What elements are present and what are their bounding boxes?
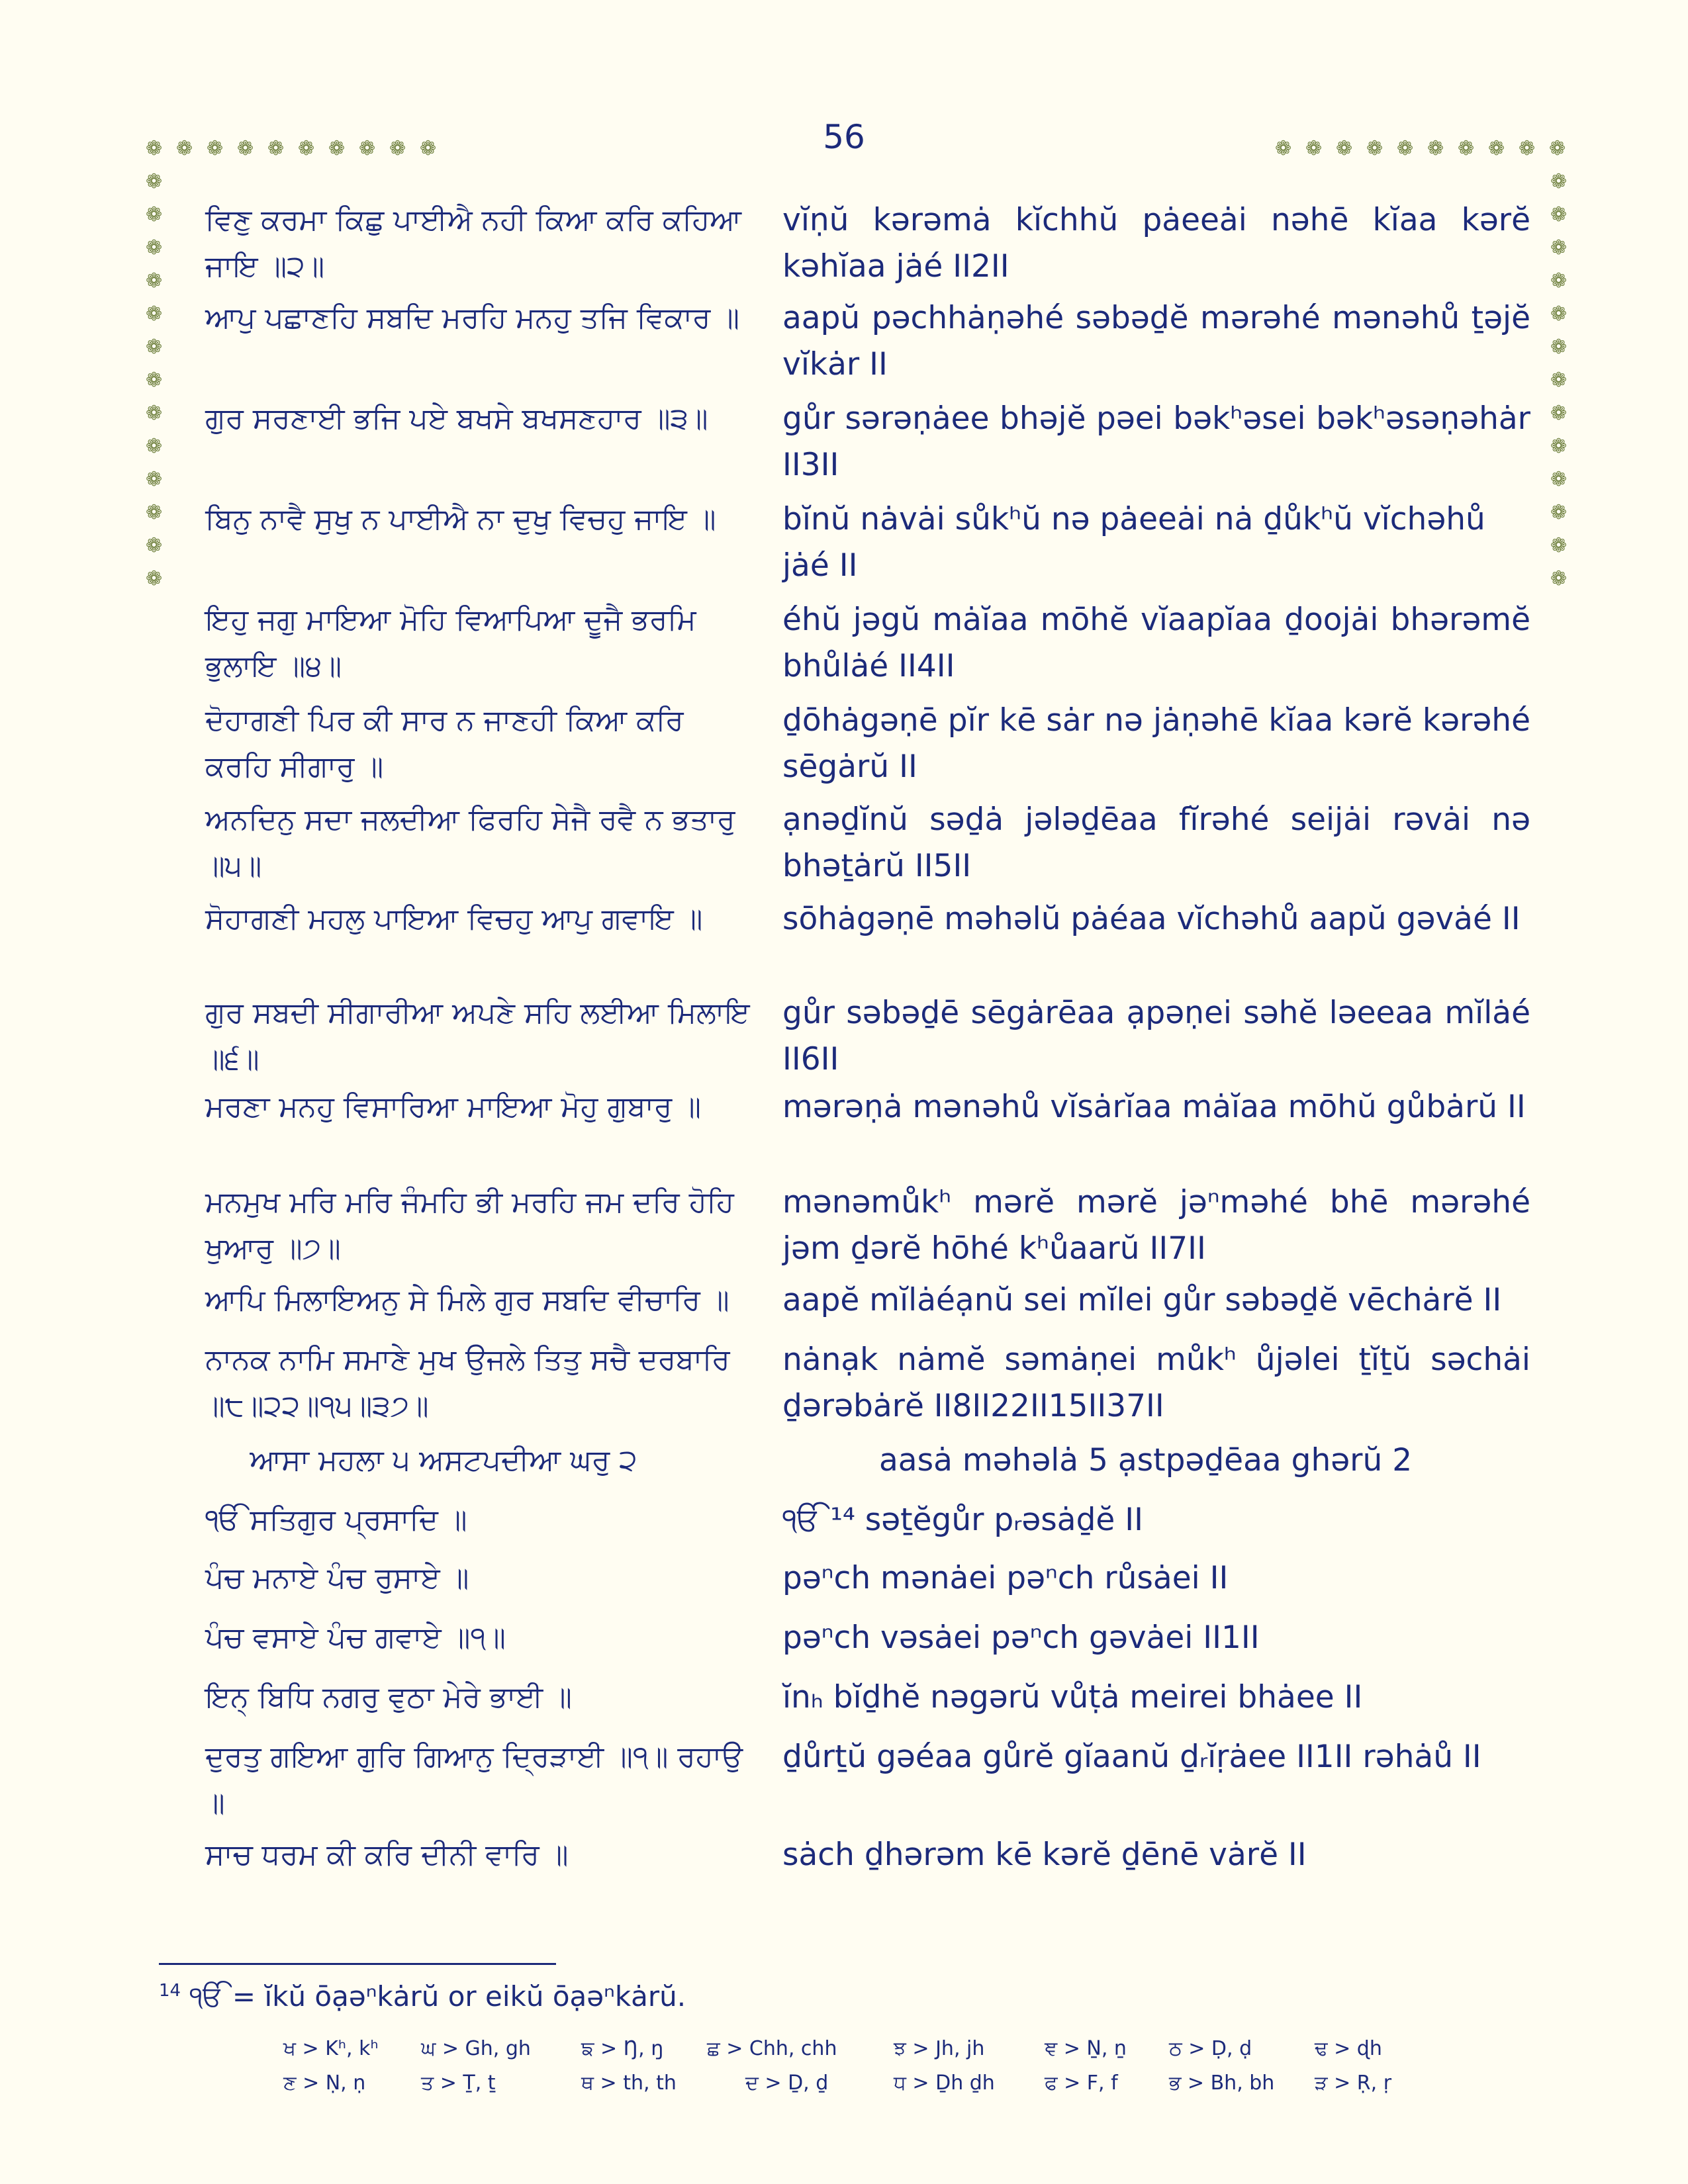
flower-ornament-icon: ❁ (1550, 534, 1568, 557)
flower-ornament-icon: ❁ (146, 468, 163, 491)
flower-ornament-icon: ❁ (146, 137, 163, 160)
gurmukhi-text: ਦੋਹਾਗਣੀ ਪਿਰ ਕੀ ਸਾਰ ਨ ਜਾਣਹੀ ਕਿਆ ਕਰਿ ਕਰਹਿ ਸੀਗਾਰੁ ॥ (205, 704, 684, 784)
key-item: ਘ > Gh, gh (421, 2037, 531, 2060)
flower-ornament-icon: ❁ (146, 534, 163, 557)
flower-ornament-icon: ❁ (146, 501, 163, 524)
flower-ornament-icon: ❁ (1458, 137, 1475, 160)
transliteration-text: sȧch ḏhərəm kē kərĕ ḏēnē vȧrĕ II (782, 1837, 1307, 1873)
flower-ornament-icon: ❁ (1550, 170, 1568, 193)
transliteration-text: aapĕ mĭlȧéạnŭ sei mĭlei gůr səbəḏĕ vēchȧrĕ II (782, 1282, 1502, 1318)
page-number: 56 (823, 118, 865, 156)
gurmukhi-text: ਵਿਣੁ ਕਰਮਾ ਕਿਛੁ ਪਾਈਐ ਨਹੀ ਕਿਆ ਕਰਿ ਕਹਿਆ ਜਾਇ ॥੨॥ (205, 203, 741, 283)
footnote-divider (159, 1963, 556, 1965)
flower-ornament-icon: ❁ (237, 137, 254, 160)
gurmukhi-text: ਮਰਣਾ ਮਨਹੁ ਵਿਸਾਰਿਆ ਮਾਇਆ ਮੋਹੁ ਗੁਬਾਰੁ ॥ (205, 1090, 701, 1124)
flower-ornament-icon: ❁ (1549, 137, 1566, 160)
flower-ornament-icon: ❁ (1550, 468, 1568, 491)
flower-ornament-icon: ❁ (389, 137, 406, 160)
key-item: ਤ > Ṯ, ṯ (421, 2071, 496, 2095)
transliteration-text: ੴ ¹⁴ səṯĕgůr pᵣəsȧḏĕ II (782, 1502, 1144, 1538)
flower-ornament-icon: ❁ (1550, 435, 1568, 458)
flower-ornament-icon: ❁ (1550, 269, 1568, 293)
gurmukhi-text: ੴ ਸਤਿਗੁਰ ਪ੍ਰਸਾਦਿ ॥ (205, 1503, 467, 1537)
transliteration-text: aapŭ pəchhȧṇəhé səbəḏĕ mərəhé mənəhů ṯəjĕ vĭkȧr II (782, 300, 1530, 383)
flower-ornament-icon: ❁ (146, 203, 163, 226)
key-item: ਠ > Ḍ, ḍ (1169, 2037, 1252, 2060)
flower-ornament-icon: ❁ (1550, 302, 1568, 326)
key-item: ਥ > th, th (581, 2071, 677, 2095)
gurmukhi-text: ਨਾਨਕ ਨਾਮਿ ਸਮਾਣੇ ਮੁਖ ਉਜਲੇ ਤਿਤੁ ਸਚੈ ਦਰਬਾਰਿ ॥੮॥੨੨॥੧੫॥੩੭॥ (205, 1343, 730, 1423)
gurmukhi-text: ਅਨਦਿਨੁ ਸਦਾ ਜਲਦੀਆ ਫਿਰਹਿ ਸੇਜੈ ਰਵੈ ਨ ਭਤਾਰੁ ॥੫॥ (205, 803, 735, 883)
gurmukhi-text: ਗੁਰ ਸਬਦੀ ਸੀਗਾਰੀਆ ਅਪਣੇ ਸਹਿ ਲਈਆ ਮਿਲਾਇ ॥੬॥ (205, 996, 750, 1076)
flower-ornament-icon: ❁ (1550, 369, 1568, 392)
gurmukhi-text: ਸਾਚ ਧਰਮ ਕੀ ਕਰਿ ਦੀਨੀ ਵਾਰਿ ॥ (205, 1838, 569, 1872)
flower-ornament-icon: ❁ (359, 137, 376, 160)
gurmukhi-text: ਮਨਮੁਖ ਮਰਿ ਮਰਿ ਜੰਮਹਿ ਭੀ ਮਰਹਿ ਜਮ ਦਰਿ ਹੋਹਿ ਖੁਆਰੁ ॥੭॥ (205, 1185, 734, 1265)
flower-ornament-icon: ❁ (1550, 236, 1568, 259)
flower-ornament-icon: ❁ (420, 137, 437, 160)
transliteration-text: bĭnŭ nȧvȧi sůkʰŭ nə pȧeeȧi nȧ ḏůkʰŭ vĭchəhů jȧé II (782, 501, 1485, 584)
flower-ornament-icon: ❁ (146, 170, 163, 193)
flower-ornament-icon: ❁ (146, 336, 163, 359)
key-item: ਣ > Ṇ, ṇ (283, 2071, 366, 2095)
flower-ornament-icon: ❁ (1275, 137, 1292, 160)
transliteration-text: ạnəḏĭnŭ səḏȧ jələḏēaa fĭrəhé seijȧi rəvȧi nə bhəṯȧrŭ II5II (782, 801, 1530, 884)
gurmukhi-text: ਦੁਰਤੁ ਗਇਆ ਗੁਰਿ ਗਿਆਨੁ ਦ੍ਰਿੜਾਈ ॥੧॥ ਰਹਾਉ ॥ (205, 1740, 743, 1820)
transliteration-text: mənəmůkʰ mərĕ mərĕ jəⁿməhé bhē mərəhé jəm ḏərĕ hōhé kʰůaarŭ II7II (782, 1184, 1530, 1267)
flower-ornament-icon: ❁ (1397, 137, 1414, 160)
flower-ornament-icon: ❁ (146, 402, 163, 425)
gurmukhi-text: ਇਨ੍ ਬਿਧਿ ਨਗਰੁ ਵੁਠਾ ਮੇਰੇ ਭਾਈ ॥ (205, 1680, 572, 1714)
transliteration-text: sōhȧgəṇē məhəlŭ pȧéaa vĭchəhů aapŭ gəvȧé II (782, 901, 1521, 937)
flower-ornament-icon: ❁ (1550, 402, 1568, 425)
gurmukhi-text: ਆਪਿ ਮਿਲਾਇਅਨੁ ਸੇ ਮਿਲੇ ਗੁਰ ਸਬਦਿ ਵੀਚਾਰਿ ॥ (205, 1283, 729, 1317)
flower-ornament-icon: ❁ (328, 137, 346, 160)
flower-ornament-icon: ❁ (1550, 501, 1568, 524)
transliteration-text: ḏůrṯŭ gəéaa gůrĕ gĭaanŭ ḏᵣĭṛȧee II1II rəhȧů II (782, 1739, 1481, 1775)
key-item: ਧ > Ḏh ḏh (894, 2071, 995, 2095)
key-item: ਞ > Ṉ, ṉ (1045, 2037, 1127, 2060)
gurmukhi-text: ਪੰਚ ਮਨਾਏ ਪੰਚ ਰੁਸਾਏ ॥ (205, 1561, 469, 1595)
gurmukhi-text: ਆਪੁ ਪਛਾਣਹਿ ਸਬਦਿ ਮਰਹਿ ਮਨਹੁ ਤਜਿ ਵਿਕਾਰ ॥ (205, 301, 740, 335)
key-item: ਙ > Ŋ, ŋ (581, 2037, 664, 2060)
gurmukhi-text: ਪੰਚ ਵਸਾਏ ਪੰਚ ਗਵਾਏ ॥੧॥ (205, 1621, 506, 1655)
footnote-number: 14 (159, 1981, 181, 2001)
transliteration-text: gůr sərəṇȧee bhəjĕ pəei bəkʰəsei bəkʰəsəṇəhȧr II3II (782, 400, 1530, 483)
gurmukhi-heading: ਆਸਾ ਮਹਲਾ ੫ ਅਸਟਪਦੀਆ ਘਰੁ ੨ (250, 1443, 637, 1477)
flower-ornament-icon: ❁ (298, 137, 315, 160)
transliteration-heading: aasȧ məhəlȧ 5 ạstpəḏēaa ghərŭ 2 (879, 1442, 1413, 1479)
key-item: ਫ > F, f (1045, 2071, 1118, 2095)
key-item: ਝ > Jh, jh (894, 2037, 985, 2060)
transliteration-text: vĭṇŭ kərəmȧ kĭchhŭ pȧeeȧi nəhē kĭaa kərĕ kəhĭaa jȧé II2II (782, 202, 1530, 285)
flower-ornament-icon: ❁ (1366, 137, 1383, 160)
transliteration-text: ḏōhȧgəṇē pĭr kē sȧr nə jȧṇəhē kĭaa kərĕ kərəhé sēgȧrŭ II (782, 702, 1530, 785)
flower-ornament-icon: ❁ (1550, 567, 1568, 590)
flower-ornament-icon: ❁ (1519, 137, 1536, 160)
gurmukhi-text: ਬਿਨੁ ਨਾਵੈ ਸੁਖੁ ਨ ਪਾਈਐ ਨਾ ਦੁਖੁ ਵਿਚਹੁ ਜਾਇ ॥ (205, 502, 716, 536)
flower-ornament-icon: ❁ (1550, 203, 1568, 226)
key-item: ਖ > Kʰ, kʰ (283, 2037, 379, 2060)
transliteration-text: gůr səbəḏē sēgȧrēaa ạpəṇei səhĕ ləeeaa mĭlȧé II6II (782, 995, 1530, 1077)
flower-ornament-icon: ❁ (1488, 137, 1505, 160)
footnote (159, 1980, 686, 2013)
transliteration-text: pəⁿch vəsȧei pəⁿch gəvȧei II1II (782, 1619, 1260, 1656)
key-item: ੜ > Ṛ, ṛ (1315, 2071, 1392, 2095)
gurmukhi-text: ਗੁਰ ਸਰਣਾਈ ਭਜਿ ਪਏ ਬਖਸੇ ਬਖਸਣਹਾਰ ॥੩॥ (205, 402, 708, 435)
key-item: ਛ > Chh, chh (707, 2037, 837, 2060)
flower-ornament-icon: ❁ (1336, 137, 1353, 160)
gurmukhi-text: ਇਹੁ ਜਗੁ ਮਾਇਆ ਮੋਹਿ ਵਿਆਪਿਆ ਦੂਜੈ ਭਰਮਿ ਭੁਲਾਇ ॥੪॥ (205, 603, 696, 683)
key-item: ਢ > ɖh (1315, 2037, 1382, 2060)
transliteration-text: éhŭ jəgŭ mȧĭaa mōhĕ vĭaapĭaa ḏoojȧi bhərəmĕ bhůlȧé II4II (782, 602, 1530, 684)
transliteration-text: pəⁿch mənȧei pəⁿch růsȧei II (782, 1560, 1229, 1596)
flower-ornament-icon: ❁ (207, 137, 224, 160)
transliteration-text: ĭnₕ bĭḏhĕ nəgərŭ vůṭȧ meirei bhȧee II (782, 1679, 1363, 1715)
transliteration-text: nȧnạk nȧmĕ səmȧṇei můkʰ ůjəlei ṯĭṯŭ səchȧi ḏərəbȧrĕ II8II22II15II37II (782, 1342, 1530, 1424)
flower-ornament-icon: ❁ (1550, 336, 1568, 359)
flower-ornament-icon: ❁ (146, 435, 163, 458)
footnote-text: ੴ = ĭkŭ ōạəⁿkȧrŭ or eikŭ ōạəⁿkȧrŭ. (189, 1980, 686, 2013)
flower-ornament-icon: ❁ (146, 269, 163, 293)
flower-ornament-icon: ❁ (146, 302, 163, 326)
flower-ornament-icon: ❁ (176, 137, 193, 160)
flower-ornament-icon: ❁ (146, 236, 163, 259)
flower-ornament-icon: ❁ (146, 567, 163, 590)
flower-ornament-icon: ❁ (1427, 137, 1444, 160)
flower-ornament-icon: ❁ (267, 137, 285, 160)
flower-ornament-icon: ❁ (1305, 137, 1323, 160)
transliteration-text: mərəṇȧ mənəhů vĭsȧrĭaa mȧĭaa mōhŭ gůbȧrŭ II (782, 1089, 1526, 1125)
key-item: ਭ > Bh, bh (1169, 2071, 1275, 2095)
flower-ornament-icon: ❁ (146, 369, 163, 392)
gurmukhi-text: ਸੋਹਾਗਣੀ ਮਹਲੁ ਪਾਇਆ ਵਿਚਹੁ ਆਪੁ ਗਵਾਇ ॥ (205, 902, 703, 936)
key-item: ਦ > Ḏ, ḏ (745, 2071, 829, 2095)
